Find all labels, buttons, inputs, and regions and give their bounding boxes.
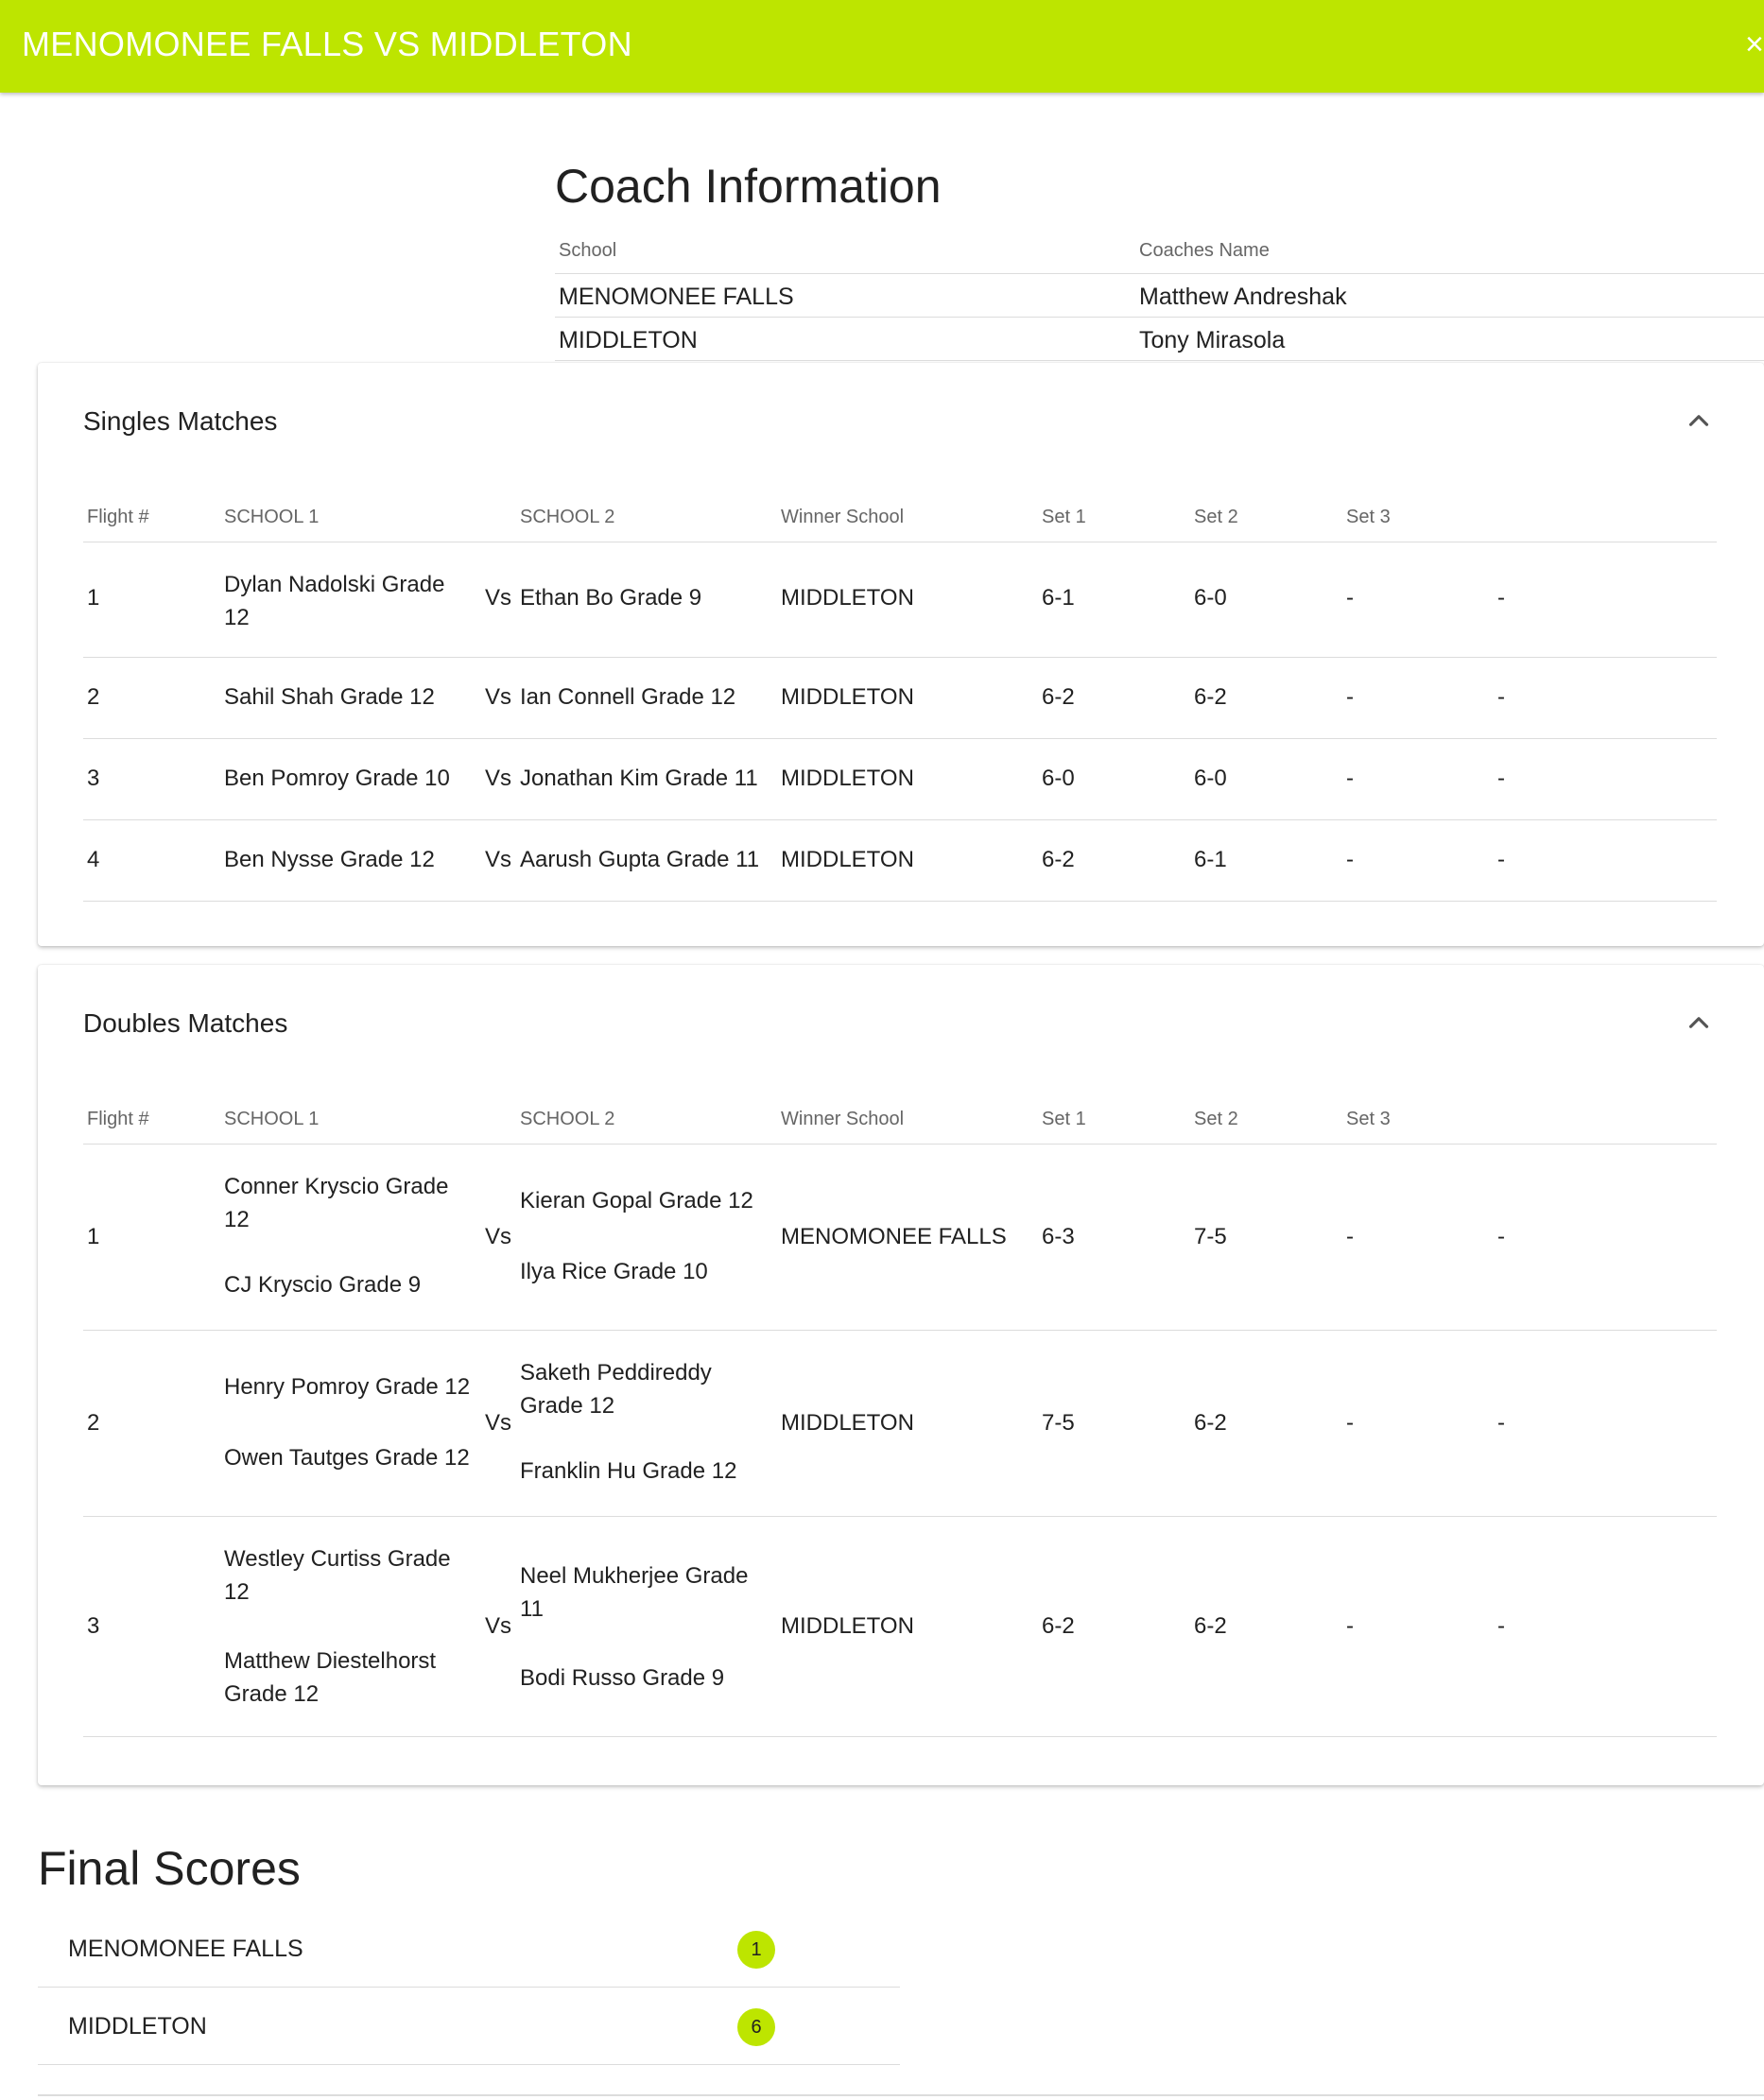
school1-player: Ben Pomroy Grade 10: [224, 766, 450, 791]
final-scores-list: [38, 1910, 900, 2065]
set2-score: 6-0: [1194, 585, 1227, 611]
column-header-set3: Set 3: [1346, 1109, 1391, 1129]
extra-score: -: [1497, 585, 1505, 611]
column-header-coach: Coaches Name: [1139, 240, 1270, 261]
chevron-up-icon[interactable]: [1683, 405, 1715, 437]
column-header-school1: SCHOOL 1: [224, 507, 320, 527]
vs-label: Vs: [485, 1410, 512, 1436]
list-item: [38, 1910, 900, 1988]
flight-number: 2: [87, 684, 100, 710]
school1-player: CJ Kryscio Grade 9: [224, 1272, 422, 1298]
school1-player: Conner Kryscio Grade 12: [224, 1174, 449, 1232]
school1-player: Westley Curtiss Grade 12: [224, 1546, 451, 1605]
dialog-header: [0, 0, 1764, 93]
extra-score: -: [1497, 847, 1505, 872]
set3-score: -: [1346, 1613, 1354, 1639]
set3-score: -: [1346, 585, 1354, 611]
coach-school: MIDDLETON: [559, 327, 698, 353]
extra-score: -: [1497, 684, 1505, 710]
vs-label: Vs: [485, 684, 512, 710]
flight-number: 3: [87, 766, 100, 791]
flight-number: 4: [87, 847, 100, 872]
winner-school: MIDDLETON: [781, 1613, 914, 1639]
school2-player: Ethan Bo Grade 9: [520, 585, 702, 611]
column-header-flight: Flight #: [87, 1109, 149, 1129]
extra-score: -: [1497, 1410, 1505, 1436]
set2-score: 7-5: [1194, 1224, 1227, 1249]
set1-score: 6-0: [1042, 766, 1075, 791]
column-header-set1: Set 1: [1042, 1109, 1086, 1129]
list-item: [38, 1988, 900, 2065]
table-row: [555, 318, 1764, 361]
set2-score: 6-2: [1194, 684, 1227, 710]
column-header-set3: Set 3: [1346, 507, 1391, 527]
chevron-up-icon[interactable]: [1683, 1007, 1715, 1039]
school1-player: Owen Tautges Grade 12: [224, 1445, 470, 1471]
set3-score: -: [1346, 847, 1354, 872]
vs-label: Vs: [485, 585, 512, 611]
vs-label: Vs: [485, 1224, 512, 1249]
score-badge: 1: [737, 1931, 775, 1969]
school2-player: Neel Mukherjee Grade 11: [520, 1563, 749, 1622]
table-row: [83, 1517, 1717, 1737]
flight-number: 2: [87, 1410, 100, 1436]
singles-table: [83, 497, 1717, 902]
school1-player: Henry Pomroy Grade 12: [224, 1374, 471, 1400]
winner-school: MENOMONEE FALLS: [781, 1224, 1007, 1249]
vs-label: Vs: [485, 1613, 512, 1639]
doubles-panel-title[interactable]: Doubles Matches: [83, 1008, 288, 1038]
winner-school: MIDDLETON: [781, 1410, 914, 1436]
winner-school: MIDDLETON: [781, 847, 914, 872]
set3-score: -: [1346, 1410, 1354, 1436]
school2-player: Kieran Gopal Grade 12: [520, 1188, 753, 1214]
set1-score: 6-2: [1042, 847, 1075, 872]
extra-score: -: [1497, 1613, 1505, 1639]
winner-school: MIDDLETON: [781, 766, 914, 791]
winner-school: MIDDLETON: [781, 684, 914, 710]
set1-score: 6-2: [1042, 1613, 1075, 1639]
winner-school: MIDDLETON: [781, 585, 914, 611]
school1-player: Matthew Diestelhorst Grade 12: [224, 1648, 437, 1707]
set1-score: 6-3: [1042, 1224, 1075, 1249]
school2-player: Ian Connell Grade 12: [520, 684, 736, 710]
doubles-matches-panel: [38, 965, 1764, 1785]
table-row: [83, 1145, 1717, 1331]
school2-player: Franklin Hu Grade 12: [520, 1458, 737, 1484]
extra-score: -: [1497, 1224, 1505, 1249]
final-school-name: MIDDLETON: [68, 2013, 207, 2040]
flight-number: 1: [87, 1224, 100, 1249]
flight-number: 3: [87, 1613, 100, 1639]
set3-score: -: [1346, 1224, 1354, 1249]
set3-score: -: [1346, 684, 1354, 710]
column-header-flight: Flight #: [87, 507, 149, 527]
coach-name: Matthew Andreshak: [1139, 284, 1347, 310]
school1-player: Dylan Nadolski Grade 12: [224, 572, 445, 630]
singles-matches-panel: [38, 363, 1764, 946]
coach-table: [555, 230, 1764, 361]
set2-score: 6-0: [1194, 766, 1227, 791]
table-row: [83, 542, 1717, 658]
score-badge: 6: [737, 2008, 775, 2046]
coach-info-title: Coach Information: [555, 160, 942, 213]
coach-school: MENOMONEE FALLS: [559, 284, 794, 310]
set2-score: 6-2: [1194, 1613, 1227, 1639]
set3-score: -: [1346, 766, 1354, 791]
set2-score: 6-2: [1194, 1410, 1227, 1436]
bottom-divider: [38, 2094, 1764, 2096]
vs-label: Vs: [485, 766, 512, 791]
coach-name: Tony Mirasola: [1139, 327, 1286, 353]
column-header-winner: Winner School: [781, 1109, 905, 1129]
table-row: [83, 658, 1717, 739]
school2-player: Jonathan Kim Grade 11: [520, 766, 758, 791]
doubles-table: [83, 1099, 1717, 1737]
column-header-school: School: [559, 240, 617, 261]
vs-label: Vs: [485, 847, 512, 872]
coach-table-header: [555, 230, 1764, 274]
table-row: [83, 820, 1717, 902]
column-header-school2: SCHOOL 2: [520, 1109, 615, 1129]
set1-score: 6-1: [1042, 585, 1075, 611]
column-header-school2: SCHOOL 2: [520, 507, 615, 527]
column-header-set2: Set 2: [1194, 1109, 1238, 1129]
column-header-winner: Winner School: [781, 507, 905, 527]
school2-player: Bodi Russo Grade 9: [520, 1665, 725, 1691]
school1-player: Ben Nysse Grade 12: [224, 847, 435, 872]
final-school-name: MENOMONEE FALLS: [68, 1936, 303, 1962]
column-header-set2: Set 2: [1194, 507, 1238, 527]
doubles-table-header: [83, 1099, 1717, 1145]
singles-table-header: [83, 497, 1717, 542]
table-row: [83, 1331, 1717, 1517]
flight-number: 1: [87, 585, 100, 611]
school2-player: Aarush Gupta Grade 11: [520, 847, 760, 872]
dialog-title: MENOMONEE FALLS VS MIDDLETON: [22, 25, 632, 63]
set1-score: 6-2: [1042, 684, 1075, 710]
close-icon[interactable]: ×: [1745, 26, 1764, 62]
set1-score: 7-5: [1042, 1410, 1075, 1436]
table-row: [83, 739, 1717, 820]
column-header-school1: SCHOOL 1: [224, 1109, 320, 1129]
column-header-set1: Set 1: [1042, 507, 1086, 527]
school1-player: Sahil Shah Grade 12: [224, 684, 435, 710]
final-scores-title: Final Scores: [38, 1842, 301, 1895]
school2-player: Ilya Rice Grade 10: [520, 1259, 708, 1284]
set2-score: 6-1: [1194, 847, 1227, 872]
table-row: [555, 274, 1764, 318]
school2-player: Saketh Peddireddy Grade 12: [520, 1360, 712, 1419]
extra-score: -: [1497, 766, 1505, 791]
singles-panel-title[interactable]: Singles Matches: [83, 406, 278, 436]
